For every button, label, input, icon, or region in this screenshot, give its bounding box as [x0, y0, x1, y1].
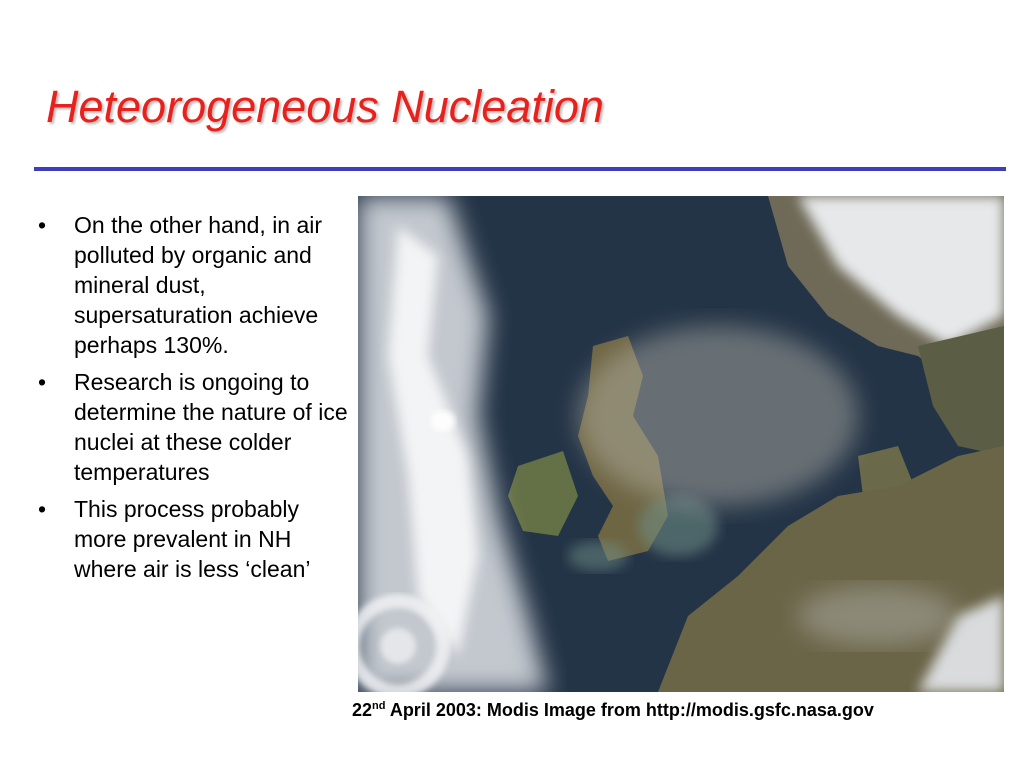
bullet-item — [34, 210, 354, 360]
bullet-list — [34, 210, 354, 591]
bullet-marker: • — [38, 212, 47, 238]
bullet-marker: • — [38, 496, 47, 522]
bullet-item — [34, 367, 354, 487]
caption-ordinal-suffix: nd — [372, 700, 386, 712]
bullet-marker: • — [38, 369, 47, 395]
caption-day: 22 — [352, 700, 373, 720]
satellite-image — [358, 196, 1004, 692]
caption-text: April 2003: Modis Image from http://modis.gsfc.nasa.gov — [385, 700, 874, 720]
title-divider — [34, 167, 1006, 171]
bullet-item — [34, 494, 354, 584]
image-caption — [352, 700, 1022, 721]
bullet-text: Research is ongoing to determine the nature of ice nuclei at these colder temperatures — [74, 369, 348, 485]
slide-title: Heteorogeneous Nucleation — [46, 81, 604, 132]
bullet-text: On the other hand, in air polluted by organic and mineral dust, supersaturation achieve perhaps 130%. — [74, 212, 323, 358]
bullet-text: This process probably more prevalent in NH where air is less ‘clean’ — [74, 496, 311, 582]
